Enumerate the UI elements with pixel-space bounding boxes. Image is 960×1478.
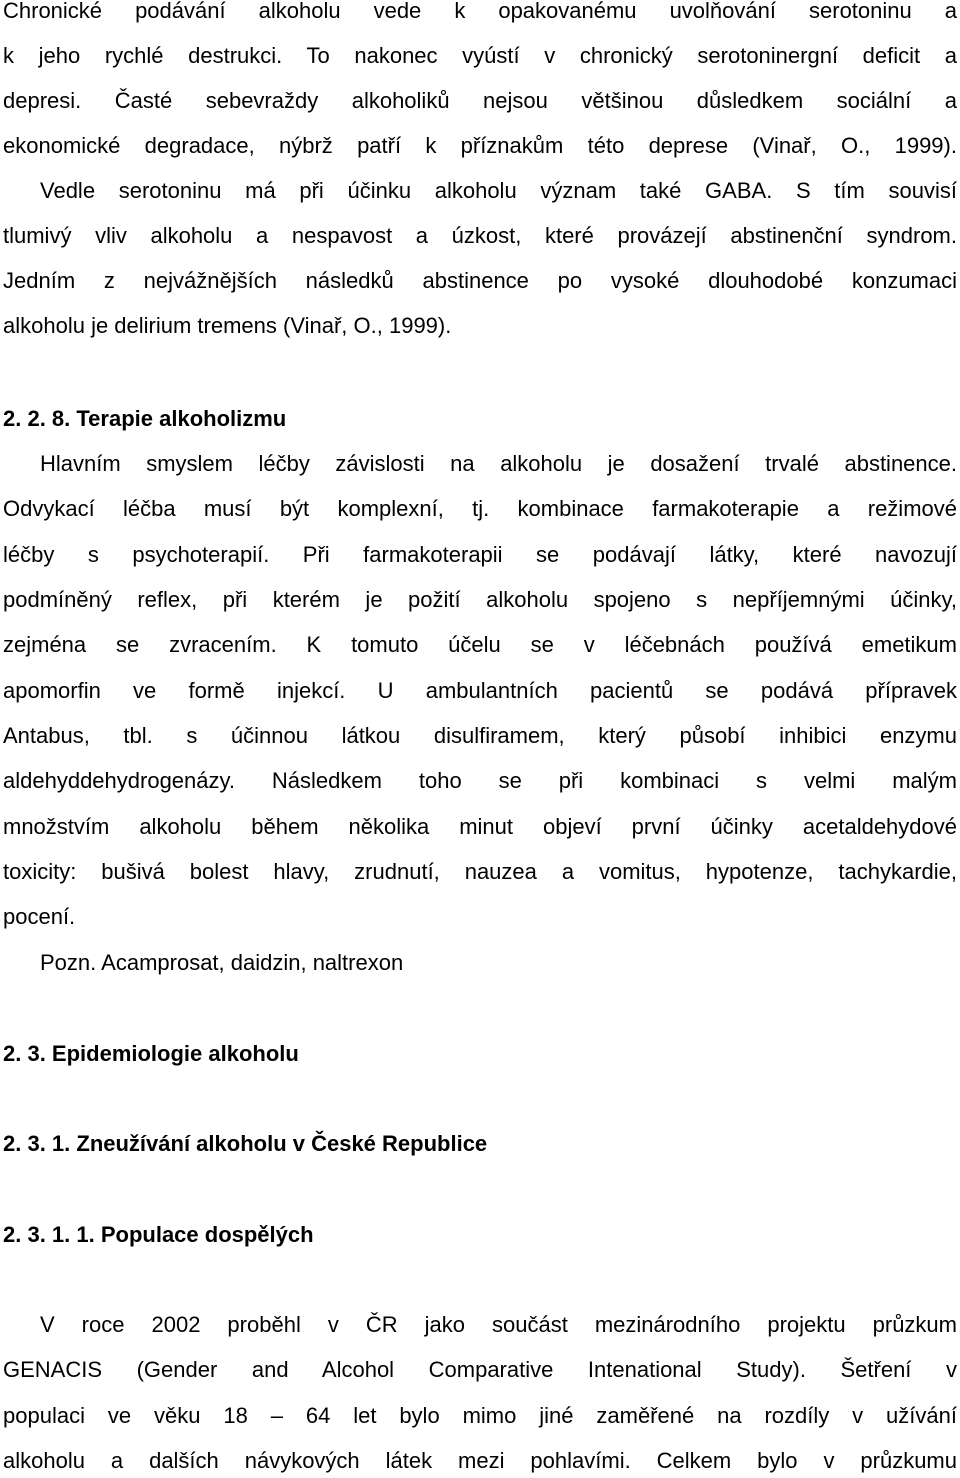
text-line: ekonomické degradace, nýbrž patří k příznakům této deprese (Vinař, O., 1999). bbox=[3, 133, 957, 158]
text-line: Vedle serotoninu má při účinku alkoholu význam také GABA. S tím souvisí bbox=[40, 178, 957, 203]
note-line: Pozn. Acamprosat, daidzin, naltrexon bbox=[40, 950, 404, 975]
text-line: podmíněný reflex, při kterém je požití alkoholu spojeno s nepříjemnými účinky, bbox=[3, 587, 957, 612]
section-heading-abuse-cz: 2. 3. 1. Zneužívání alkoholu v České Republice bbox=[3, 1131, 488, 1156]
text-line: Chronické podávání alkoholu vede k opakovanému uvolňování serotoninu a bbox=[3, 0, 957, 23]
text-line: zejména se zvracením. K tomuto účelu se v léčebnách používá emetikum bbox=[3, 632, 957, 657]
text-line: k jeho rychlé destrukci. To nakonec vyústí v chronický serotoninergní deficit a bbox=[3, 43, 957, 68]
text-line: toxicity: bušivá bolest hlavy, zrudnutí, nauzea a vomitus, hypotenze, tachykardie, bbox=[3, 859, 957, 884]
text-line: alkoholu a dalších návykových látek mezi pohlavími. Celkem bylo v průzkumu bbox=[3, 1448, 957, 1473]
text-line: Jedním z nejvážnějších následků abstinence po vysoké dlouhodobé konzumaci bbox=[3, 268, 957, 293]
text-line: Hlavním smyslem léčby závislosti na alkoholu je dosažení trvalé abstinence. bbox=[40, 451, 957, 476]
text-line: GENACIS (Gender and Alcohol Comparative Intenational Study). Šetření v bbox=[3, 1357, 957, 1382]
text-line: V roce 2002 proběhl v ČR jako součást mezinárodního projektu průzkum bbox=[40, 1312, 957, 1337]
text-line: tlumivý vliv alkoholu a nespavost a úzkost, které provázejí abstinenční syndrom. bbox=[3, 223, 957, 248]
section-heading-therapy: 2. 2. 8. Terapie alkoholizmu bbox=[3, 406, 287, 431]
text-line: množstvím alkoholu během několika minut objeví první účinky acetaldehydové bbox=[3, 814, 957, 839]
text-line: Antabus, tbl. s účinnou látkou disulfiramem, který působí inhibici enzymu bbox=[3, 723, 957, 748]
text-line: pocení. bbox=[3, 904, 76, 929]
text-line: aldehyddehydrogenázy. Následkem toho se při kombinaci s velmi malým bbox=[3, 768, 957, 793]
text-line: Odvykací léčba musí být komplexní, tj. kombinace farmakoterapie a režimové bbox=[3, 496, 957, 521]
section-heading-adult-population: 2. 3. 1. 1. Populace dospělých bbox=[3, 1222, 314, 1247]
section-heading-epidemiology: 2. 3. Epidemiologie alkoholu bbox=[3, 1041, 299, 1066]
text-line: alkoholu je delirium tremens (Vinař, O., 1999). bbox=[3, 313, 452, 338]
text-line: populaci ve věku 18 – 64 let bylo mimo jiné zaměřené na rozdíly v užívání bbox=[3, 1403, 957, 1428]
text-line: depresi. Časté sebevraždy alkoholiků nejsou většinou důsledkem sociální a bbox=[3, 88, 957, 113]
text-line: apomorfin ve formě injekcí. U ambulantních pacientů se podává přípravek bbox=[3, 678, 957, 703]
text-line: léčby s psychoterapií. Při farmakoterapii se podávají látky, které navozují bbox=[3, 542, 957, 567]
